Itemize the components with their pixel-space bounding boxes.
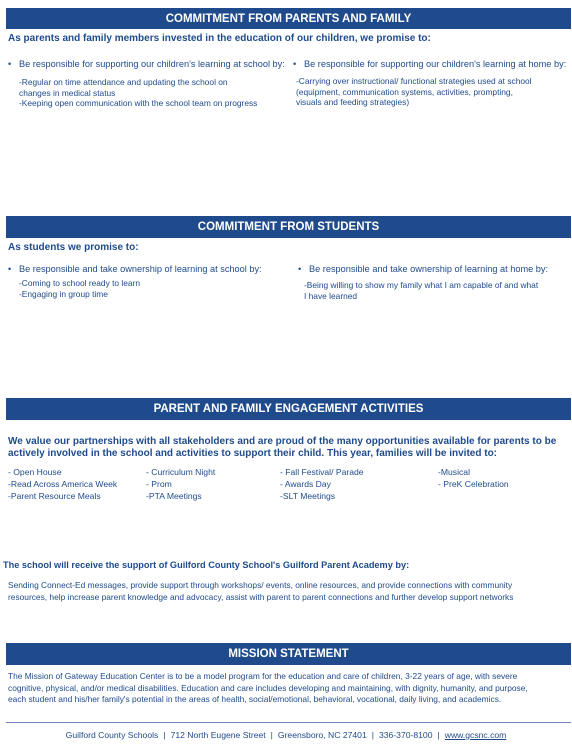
bullet-icon: • (8, 264, 12, 274)
list-item: -Regular on time attendance and updating the school on (19, 77, 228, 87)
footer-city: Greensboro, NC 27401 (277, 730, 367, 740)
mission-line: The Mission of Gateway Education Center is to be a model program for the education and care of children, 3-22 years of age, with severe (8, 671, 518, 681)
list-item: visuals and feeding strategies) (296, 97, 410, 108)
footer-separator: | (163, 730, 166, 740)
list-item: -Coming to school ready to learn (19, 278, 141, 288)
academy-line: resources, help increase parent knowledge and advocacy, assist with parent to parent connections and further develop support networks (8, 591, 514, 602)
parents-banner: COMMITMENT FROM PARENTS AND FAMILY (6, 8, 571, 29)
mission-line: cognitive, physical, and/or medical disabilities. Education and care includes developing and maintaining, with dignity, humanity, and purpose, (8, 682, 528, 693)
footer-separator: | (270, 730, 273, 740)
footer-phone: 336-370-8100 (378, 730, 433, 740)
parents-home-list (296, 76, 532, 108)
bullet-icon: • (298, 264, 302, 274)
bullet-icon: • (8, 59, 12, 69)
engagement-banner: PARENT AND FAMILY ENGAGEMENT ACTIVITIES (6, 398, 571, 420)
parents-home-heading-text: Be responsible for supporting our children's learning at home by: (304, 59, 567, 69)
activity-item: -SLT Meetings (280, 491, 336, 502)
parents-school-list (19, 77, 257, 109)
activities-col-2 (146, 466, 215, 503)
activity-item: -Musical (438, 467, 470, 477)
activities-col-1 (8, 466, 117, 503)
students-banner: COMMITMENT FROM STUDENTS (6, 216, 571, 238)
footer-website-link[interactable]: www.gcsnc.com (444, 730, 507, 740)
students-home-list (304, 280, 538, 301)
footer-separator: | (437, 730, 440, 740)
list-item: I have learned (304, 290, 358, 301)
students-school-heading (8, 264, 262, 274)
students-home-heading (298, 264, 548, 274)
activities-col-3 (280, 466, 364, 503)
engagement-intro-line: We value our partnerships with all stakeholders and are proud of the many opportunities available for parents to be (8, 436, 557, 447)
mission-text (8, 671, 528, 706)
mission-line: each student and his/her family's potential in the areas of health, social/emotional, behavioral, vocational, daily living, and academics. (8, 694, 502, 705)
academy-text (8, 580, 513, 603)
list-item: changes in medical status (19, 87, 116, 98)
footer-divider (6, 722, 571, 723)
list-item: -Keeping open communication with the school team on progress (19, 98, 258, 109)
parents-intro: As parents and family members invested in the education of our children, we promise to: (8, 33, 431, 44)
activity-item: -Read Across America Week (8, 479, 118, 490)
mission-banner: MISSION STATEMENT (6, 643, 571, 665)
engagement-intro-line: actively involved in the school and activities to support their child. This year, families will be invited to: (8, 448, 498, 459)
bullet-icon: • (293, 59, 297, 69)
parents-school-heading (8, 59, 285, 69)
engagement-intro (8, 436, 556, 460)
activity-item: - Fall Festival/ Parade (280, 467, 364, 477)
activity-item: - Open House (8, 467, 62, 477)
list-item: -Being willing to show my family what I am capable of and what (304, 280, 539, 290)
list-item: -Carrying over instructional/ functional strategies used at school (296, 76, 532, 86)
academy-title: The school will receive the support of Guilford County School's Guilford Parent Academy by: (3, 560, 410, 570)
activity-item: - PreK Celebration (438, 479, 509, 490)
activity-item: - Curriculum Night (146, 467, 216, 477)
list-item: -Engaging in group time (19, 288, 108, 299)
students-intro: As students we promise to: (8, 242, 139, 253)
footer-org: Guilford County Schools (65, 730, 159, 740)
activity-item: - Prom (146, 479, 172, 490)
footer-address: 712 North Eugene Street (170, 730, 266, 740)
students-school-list (19, 278, 140, 299)
list-item: (equipment, communication systems, activities, prompting, (296, 86, 513, 97)
activity-item: - Awards Day (280, 479, 331, 490)
students-home-heading-text: Be responsible and take ownership of learning at home by: (309, 264, 549, 274)
students-school-heading-text: Be responsible and take ownership of learning at school by: (19, 264, 262, 274)
academy-line: Sending Connect-Ed messages, provide support through workshops/ events, online resources, and provide connections with community (8, 580, 513, 590)
activity-item: -PTA Meetings (146, 491, 202, 502)
activity-item: -Parent Resource Meals (8, 491, 101, 502)
parents-home-heading (293, 59, 566, 69)
parents-school-heading-text: Be responsible for supporting our children's learning at school by: (19, 59, 285, 69)
activities-col-4 (438, 466, 509, 490)
footer (0, 730, 572, 740)
footer-separator: | (371, 730, 374, 740)
